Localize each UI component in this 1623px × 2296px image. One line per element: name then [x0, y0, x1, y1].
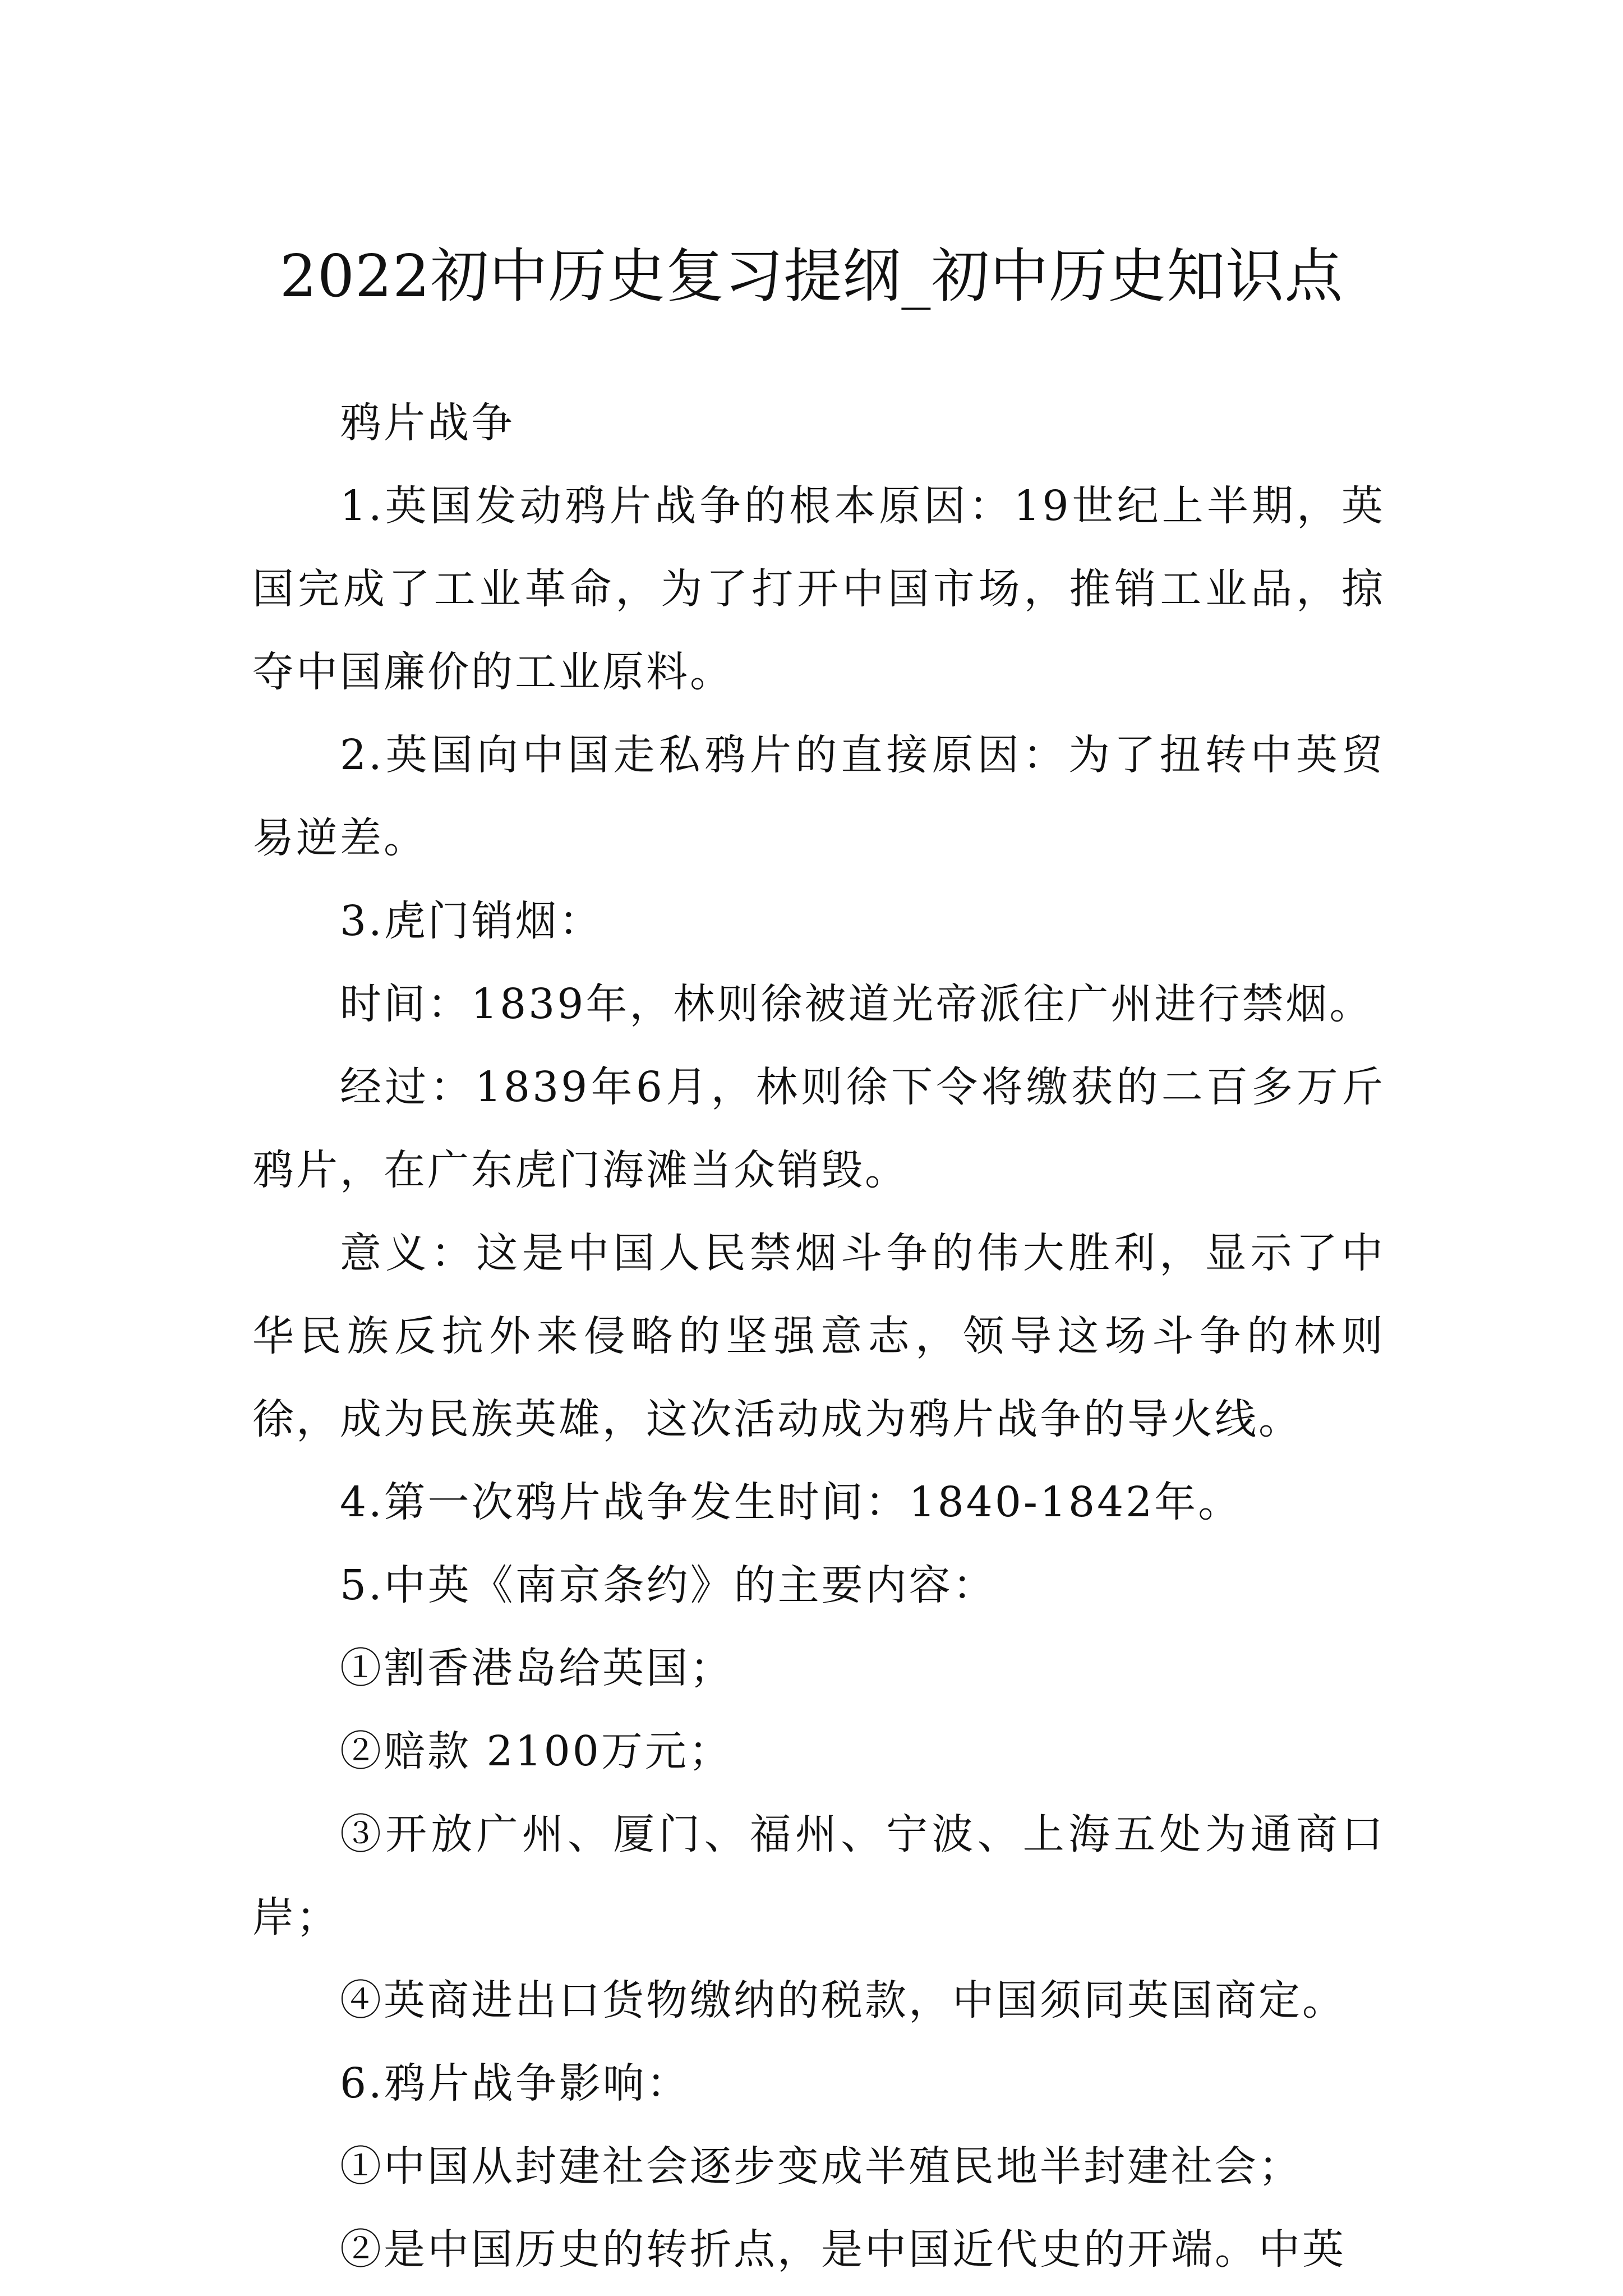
treaty-item-1: ①割香港岛给英国；: [340, 1644, 734, 1692]
paragraph-humen-significance: 意义：这是中国人民禁烟斗争的伟大胜利，显示了中华民族反抗外来侵略的坚强意志，领导这场斗争的林则徐，成为民族英雄，这次活动成为鸦片战争的导火线。: [252, 1229, 1385, 1443]
section-heading-opium-war: 鸦片战争: [340, 399, 515, 447]
treaty-item-3: ③开放广州、厦门、福州、宁波、上海五处为通商口岸；: [252, 1810, 1385, 1941]
impact-item-1: ①中国从封建社会逐步变成半殖民地半封建社会；: [340, 2142, 1302, 2191]
treaty-item-4: ④英商进出口货物缴纳的税款，中国须同英国商定。: [340, 1976, 1346, 2024]
paragraph-impact-heading: 6.鸦片战争影响：: [340, 2059, 690, 2108]
document-body: [252, 381, 1385, 2291]
paragraph-war-time: 4.第一次鸦片战争发生时间：1840-1842年。: [340, 1478, 1242, 1526]
paragraph-direct-cause: 2.英国向中国走私鸦片的直接原因：为了扭转中英贸易逆差。: [252, 731, 1385, 862]
paragraph-humen-time: 时间：1839年，林则徐被道光帝派往广州进行禁烟。: [340, 980, 1373, 1028]
paragraph-humen-heading: 3.虎门销烟：: [340, 897, 603, 945]
paragraph-humen-process: 经过：1839年6月，林则徐下令将缴获的二百多万斤鸦片，在广东虎门海滩当众销毁。: [252, 1063, 1385, 1194]
document-title: 2022初中历史复习提纲_初中历史知识点: [279, 241, 1344, 310]
paragraph-treaty-heading: 5.中英《南京条约》的主要内容：: [340, 1561, 997, 1609]
impact-item-2: ②是中国历史的转折点，是中国近代史的开端。中英: [340, 2225, 1346, 2274]
treaty-item-2: ②赔款 2100万元；: [340, 1727, 732, 1775]
paragraph-root-cause: 1.英国发动鸦片战争的根本原因：19世纪上半期，英国完成了工业革命，为了打开中国市场，推销工业品，掠夺中国廉价的工业原料。: [252, 482, 1385, 696]
